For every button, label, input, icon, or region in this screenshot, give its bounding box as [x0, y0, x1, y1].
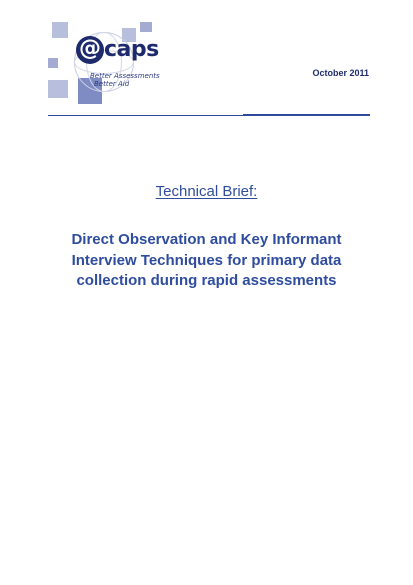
logo-square — [48, 58, 58, 68]
title-line: Direct Observation and Key Informant — [71, 231, 342, 248]
document-heading: Technical Brief: — [155, 183, 258, 200]
logo-tagline-line: Better Aid — [94, 80, 130, 88]
logo-tagline — [90, 72, 160, 88]
document-title — [40, 230, 373, 292]
header-divider-accent — [243, 114, 370, 116]
publication-date: October 2011 — [312, 68, 369, 78]
logo-at-symbol: @ — [76, 36, 104, 64]
logo-square — [48, 80, 68, 98]
title-line: collection during rapid assessments — [76, 272, 337, 289]
title-line: Interview Techniques for primary data — [71, 251, 342, 269]
logo-tagline-line: Better Assessments — [90, 72, 160, 80]
acaps-logo — [48, 22, 158, 106]
logo-square — [52, 22, 68, 38]
logo-wordmark: caps — [104, 37, 159, 62]
logo-square — [140, 22, 152, 32]
